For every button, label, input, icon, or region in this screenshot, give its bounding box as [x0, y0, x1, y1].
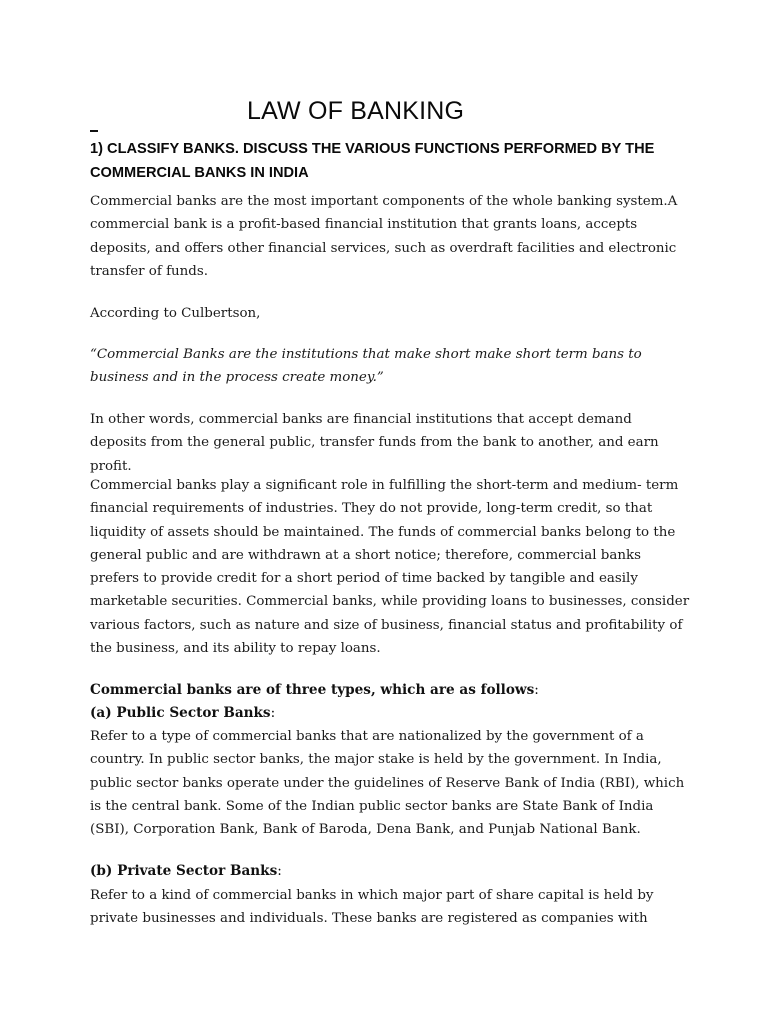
paragraph-other-words: In other words, commercial banks are financial institutions that accept demand deposits from the general public, transfer funds from the bank to another, and earn profit. — [90, 412, 659, 474]
private-sector-colon: : — [277, 863, 282, 879]
types-intro-text: Commercial banks are of three types, which are as follows — [90, 682, 535, 698]
private-sector-heading-line — [90, 860, 690, 883]
document-title: LAW OF BANKING — [247, 97, 465, 125]
public-sector-colon: : — [270, 705, 276, 721]
paragraph-public-sector: Refer to a type of commercial banks that are nationalized by the government of a country. In public sector banks, the major stake is held by the government. In India, public sector banks operate under the guidelines of Reserve Bank of India (RBI), which is the central bank. Some of the Indian public sector banks are State Bank of India (SBI), Corporation Bank, Bank of Baroda, Dena Bank, and Punjab National Bank. — [90, 729, 685, 838]
paragraph-quote: “Commercial Banks are the institutions that make short make short term bans to business and in the process create money.” — [90, 347, 642, 386]
types-intro-colon: : — [534, 682, 539, 698]
public-sector-heading-line — [90, 702, 690, 725]
paragraph-according-to: According to Culbertson, — [90, 306, 261, 321]
paragraph-role: Commercial banks play a significant role in fulfilling the short-term and medium- term financial requirements of industries. They do not provide, long-term credit, so that liquidity of assets should be maintained. The funds of commercial banks belong to the general public and are withdrawn at a short notice; therefore, commercial banks prefers to provide credit for a short period of time backed by tangible and easily marketable securities. Commercial banks, while providing loans to businesses, consider various factors, such as nature and size of business, financial status and profitability of the business, and its ability to repay loans. — [90, 478, 690, 657]
paragraph-private-sector: Refer to a kind of commercial banks in which major part of share capital is held by private businesses and individuals. These banks are registered as companies with — [90, 888, 654, 927]
question-heading: 1) CLASSIFY BANKS. DISCUSS THE VARIOUS FUNCTIONS PERFORMED BY THE COMMERCIAL BANKS IN INDIA — [90, 141, 655, 181]
private-sector-heading: (b) Private Sector Banks — [90, 863, 278, 879]
title-underscore-mark — [90, 130, 98, 132]
paragraph-intro: Commercial banks are the most important components of the whole banking system.A commercial bank is a profit-based financial institution that grants loans, accepts deposits, and offers other financial services, such as overdraft facilities and electronic transfer of funds. — [90, 194, 678, 279]
types-intro-line — [90, 679, 690, 702]
public-sector-heading: (a) Public Sector Banks — [90, 705, 271, 721]
